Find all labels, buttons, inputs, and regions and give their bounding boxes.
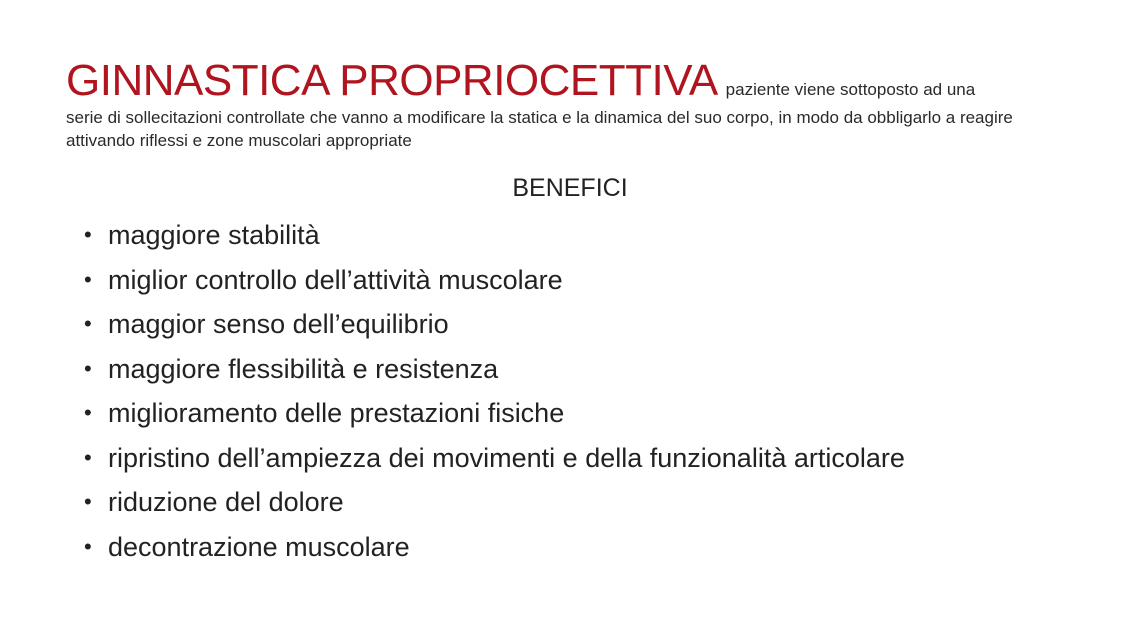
benefit-text: riduzione del dolore — [108, 487, 344, 517]
benefits-list — [84, 213, 905, 569]
bullet-icon: • — [84, 489, 92, 514]
benefit-item — [84, 347, 905, 392]
benefits-heading: BENEFICI — [512, 174, 628, 202]
benefit-text: ripristino dell’ampiezza dei movimenti e della funzionalità articolare — [108, 442, 905, 473]
benefit-item — [84, 258, 905, 303]
benefit-item — [84, 480, 905, 525]
bullet-icon: • — [84, 400, 92, 425]
benefit-item — [84, 391, 905, 436]
slide-title: GINNASTICA PROPRIOCETTIVA — [66, 56, 718, 105]
bullet-icon: • — [84, 444, 92, 470]
benefit-item — [84, 525, 905, 570]
benefit-text: maggiore flessibilità e resistenza — [108, 353, 499, 384]
benefit-item — [84, 213, 905, 258]
benefit-text: maggior senso dell’equilibrio — [108, 309, 449, 339]
bullet-icon: • — [84, 222, 92, 247]
benefit-item — [84, 436, 905, 481]
benefit-text: maggiore stabilità — [108, 220, 320, 250]
benefit-text: miglioramento delle prestazioni fisiche — [108, 398, 565, 428]
bullet-icon: • — [84, 266, 92, 292]
intro-text: paziente viene sottoposto ad una serie di sollecitazioni controllate che vanno a modificare la statica e la dinamica del suo corpo, in modo da obbligarlo a reagire attivando riflessi e zone muscolari appropriate — [66, 80, 1013, 150]
bullet-icon: • — [84, 311, 92, 336]
bullet-icon: • — [84, 533, 92, 559]
benefit-text: miglior controllo dell’attività muscolare — [108, 264, 563, 295]
intro-paragraph — [66, 56, 1016, 152]
bullet-icon: • — [84, 355, 92, 381]
benefit-item — [84, 302, 905, 347]
benefit-text: decontrazione muscolare — [108, 531, 410, 562]
